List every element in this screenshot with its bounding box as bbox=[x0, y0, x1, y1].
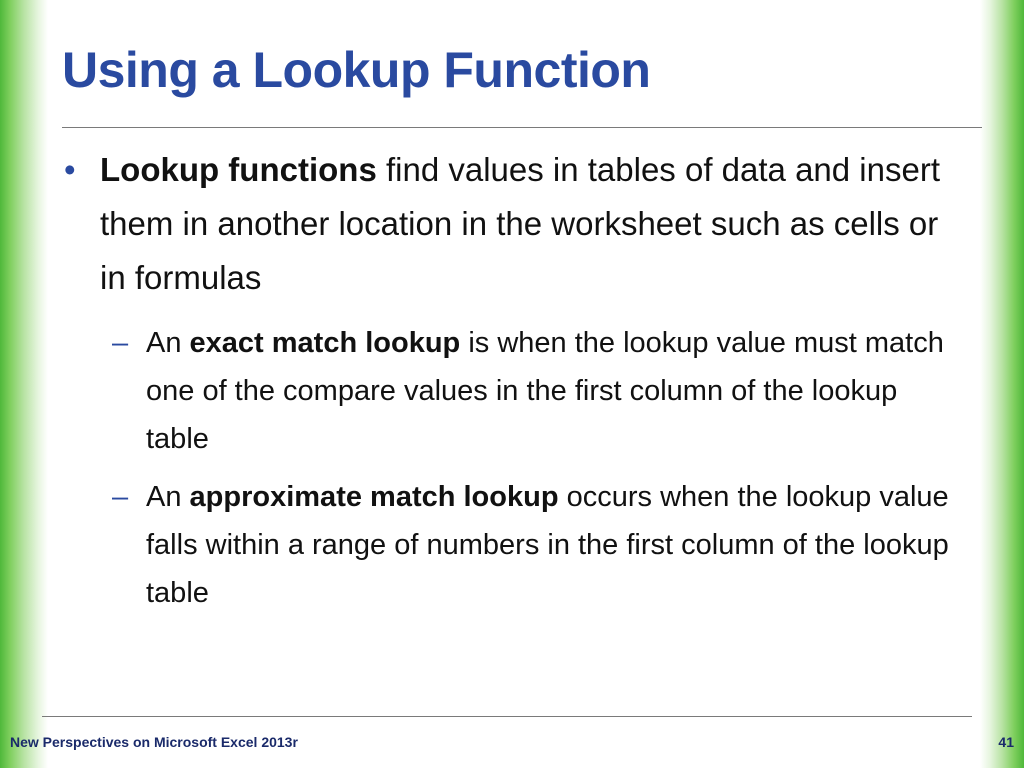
bullet-text: find values in tables of data and insert them in another location in the worksheet such as cells or in formulas bbox=[100, 151, 940, 296]
subbullet-prefix: An bbox=[146, 327, 190, 359]
slide-content bbox=[62, 143, 962, 617]
footer-source: New Perspectives on Microsoft Excel 2013r bbox=[10, 734, 298, 750]
left-decorative-band bbox=[0, 0, 48, 768]
subbullet-text: occurs when the lookup value falls within a range of numbers in the first column of the lookup table bbox=[146, 481, 949, 609]
subbullet-prefix: An bbox=[146, 481, 190, 513]
page-number: 41 bbox=[998, 734, 1014, 750]
footer-divider bbox=[42, 716, 972, 717]
subbullet-marker: – bbox=[112, 481, 129, 513]
slide-title: Using a Lookup Function bbox=[62, 42, 651, 98]
subbullet-text: is when the lookup value must match one of the compare values in the first column of the lookup table bbox=[146, 327, 944, 455]
title-divider bbox=[62, 127, 982, 128]
bullet-bold-term: Lookup functions bbox=[100, 151, 377, 188]
bullet-lookup-functions bbox=[62, 143, 962, 305]
subbullet-bold-term: exact match lookup bbox=[189, 327, 461, 359]
subbullet-approximate-match bbox=[112, 473, 962, 617]
subbullet-exact-match bbox=[112, 319, 962, 463]
bullet-marker: • bbox=[64, 151, 76, 188]
subbullet-marker: – bbox=[112, 327, 129, 359]
subbullet-bold-term: approximate match lookup bbox=[189, 481, 559, 513]
right-decorative-band bbox=[980, 0, 1024, 768]
